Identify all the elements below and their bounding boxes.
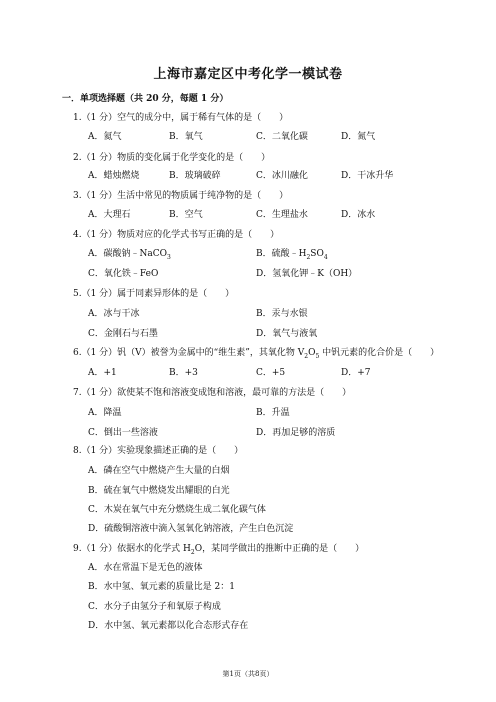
- section-heading: 一．单项选择题（共 20 分，每题 1 分）: [62, 94, 229, 104]
- q1-option-d: D．氮气: [341, 132, 376, 142]
- q2-option-c: C．冰川融化: [256, 171, 308, 181]
- question-1-stem: 1.（1 分）空气的成分中，属于稀有气体的是（ ）: [73, 113, 289, 123]
- page-title: 上海市嘉定区中考化学一模试卷: [153, 67, 343, 82]
- q6-option-d: D．+7: [341, 368, 371, 378]
- q9-option-d: D．水中氢、氧元素都以化合态形式存在: [88, 621, 249, 631]
- question-7-stem: 7.（1 分）欲使某不饱和溶液变成饱和溶液，最可靠的方法是（ ）: [73, 388, 352, 398]
- q2-option-b: B．玻璃破碎: [169, 171, 221, 181]
- q4-option-b: B．硫酸$﹣H_2SO_4$: [256, 249, 328, 261]
- q9-option-a: A．水在常温下是无色的液体: [88, 563, 203, 573]
- q8-option-d: D．硫酸铜溶液中滴入氢氧化钠溶液，产生白色沉淀: [88, 524, 294, 534]
- q8-option-a: A．磷在空气中燃烧产生大量的白烟: [88, 466, 230, 476]
- question-6-stem: 6.（1 分）钒（V）被誉为金属中的“维生素”，其氧化物 $V_2O_5$ 中钒元素的化合价是（ ）: [73, 348, 440, 360]
- question-4-stem: 4.（1 分）物质对应的化学式书写正确的是（ ）: [73, 230, 280, 240]
- q4-option-a: A．碳酸钠﹣NaCO$_3$: [88, 249, 171, 261]
- question-8-stem: 8.（1 分）实验现象描述正确的是（ ）: [73, 446, 244, 456]
- q7-option-a: A．降温: [88, 408, 122, 418]
- q4-option-c: C．氧化铁﹣FeO: [88, 269, 159, 279]
- q8-option-c: C．木炭在氧气中充分燃烧生成二氧化碳气体: [88, 505, 266, 515]
- question-9-stem: 9.（1 分）依据水的化学式 $H_2O$，某同学做出的推断中正确的是（ ）: [73, 544, 365, 556]
- q7-option-d: D．再加足够的溶质: [256, 428, 336, 438]
- q3-option-b: B．空气: [169, 210, 203, 220]
- question-5-stem: 5.（1 分）属于同素异形体的是（ ）: [73, 289, 235, 299]
- q5-option-a: A．冰与干冰: [88, 309, 140, 319]
- q3-option-d: D．冰水: [341, 210, 376, 220]
- q8-option-b: B．硫在氧气中燃烧发出耀眼的白光: [88, 486, 230, 496]
- q1-option-a: A．氦气: [88, 132, 122, 142]
- q5-option-d: D．氧气与液氧: [256, 329, 318, 339]
- q6-option-a: A．+1: [88, 368, 117, 378]
- q6-option-c: C．+5: [256, 368, 286, 378]
- q2-option-d: D．干冰升华: [341, 171, 394, 181]
- q7-option-c: C．倒出一些溶液: [88, 428, 158, 438]
- q7-option-b: B．升温: [256, 408, 290, 418]
- q9-option-c: C．水分子由氢分子和氧原子构成: [88, 602, 221, 612]
- page-footer: 第1页（共8页）: [222, 670, 274, 678]
- q2-option-a: A．蜡烛燃烧: [88, 171, 140, 181]
- q6-option-b: B．+3: [169, 368, 198, 378]
- q5-option-b: B．汞与水银: [256, 309, 308, 319]
- q3-option-a: A．大理石: [88, 210, 131, 220]
- q4-option-d: D．氢氧化钾﹣K（OH）: [256, 269, 358, 279]
- q5-option-c: C．金刚石与石墨: [88, 329, 158, 339]
- question-2-stem: 2.（1 分）物质的变化属于化学变化的是（ ）: [73, 153, 271, 163]
- q3-option-c: C．生理盐水: [256, 210, 308, 220]
- q1-option-b: B．氧气: [169, 132, 203, 142]
- q1-option-c: C．二氧化碳: [256, 132, 308, 142]
- q9-option-b: B．水中氢、氧元素的质量比是 2：1: [88, 582, 235, 592]
- question-3-stem: 3.（1 分）生活中常见的物质属于纯净物的是（ ）: [73, 191, 289, 201]
